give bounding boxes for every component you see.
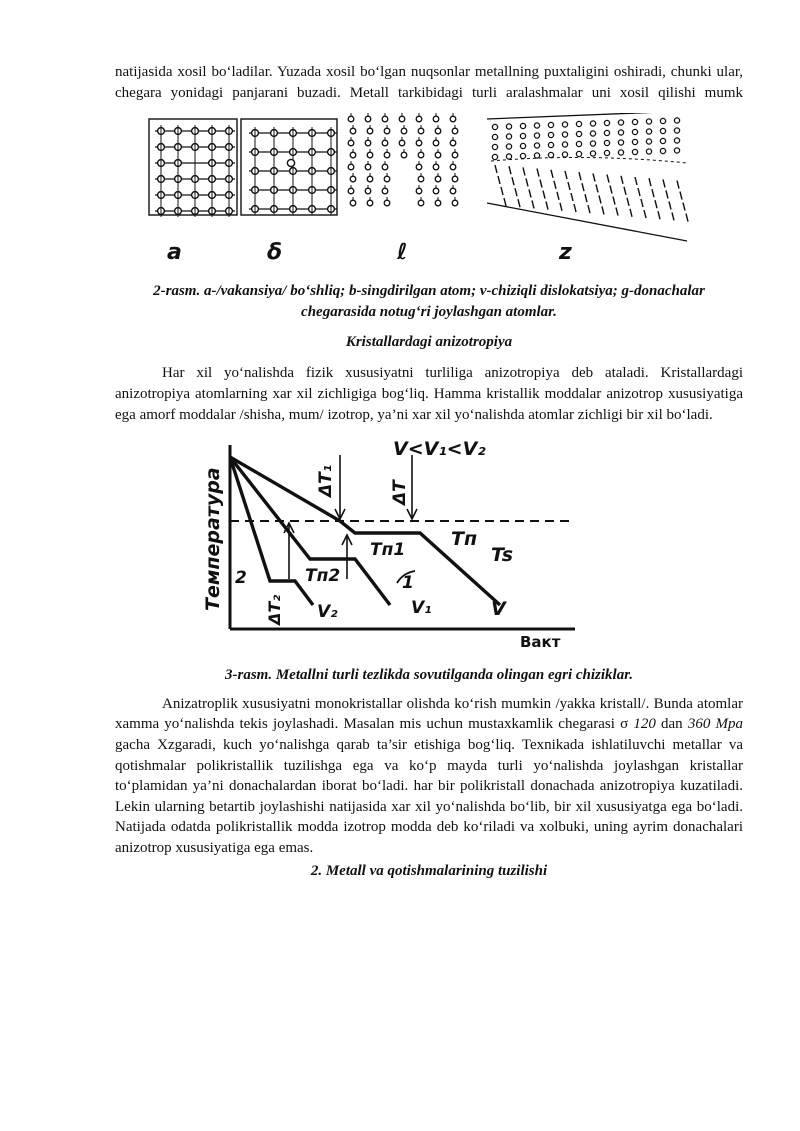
label-b: δ [267, 240, 283, 266]
label-a: a [167, 240, 182, 266]
panel-b-interstitial [241, 119, 337, 215]
document-page [115, 62, 743, 880]
speed-condition: V<V₁<V₂ [393, 438, 486, 461]
panel-a-vacancy [149, 119, 237, 217]
para3-part3: gacha Xzgaradi, kuch yo‘nalishga qarab ta’sir etishiga bog‘liq. Texnikada ishlatiluvchi metallar va qotishmalar polikristallik tuzilishga ega va ko‘p mayda turli yo‘nalishda joylashgan kristallar to‘plamidan ya’ni donachalardan iborat bo‘ladi. har bir polikristall donachada anizotropiya kuzatiladi. Lekin ularning betartib joylashishi natijasida xar xil yo‘nalishda bo‘lib, bir xil xususiyatga ega bo‘ladi. Natijada odatda polikristallik modda izotrop modda deb ko‘riladi va xolbuki, uning ayrim donachalari anizotrop xususiyatiga ega emas. [115, 736, 743, 856]
label-v: ℓ [397, 240, 408, 266]
x-axis-label: Вакт [520, 633, 561, 652]
panel-v-dislocation [348, 113, 458, 206]
label-dT: ΔT [390, 480, 410, 506]
label-g: z [559, 240, 572, 266]
label-dT1: ΔT₁ [316, 464, 336, 498]
value-120: 120 [633, 716, 656, 733]
label-V1: V₁ [411, 598, 432, 619]
section-heading-anisotropy: Kristallardagi anizotropiya [345, 334, 513, 351]
label-Tn1: Tп1 [370, 540, 406, 561]
label-Tn2: Tп2 [305, 566, 341, 587]
paragraph-intro: natijasida xosil bo‘ladilar. Yuzada xosil bo‘lgan nuqsonlar metallning puxtaligini oshiradi, chunki ular, chegara yonidagi panjarani buzadi. Metall tarkibidagi turli aralashmalar uni xosil qilishi mumk [115, 64, 743, 101]
label-Ts: Ts [491, 544, 514, 567]
figure2-caption: 2-rasm. a-/vakansiya/ bo‘shliq; b-singdirilgan atom; v-chiziqli dislokatsiya; g-donachalar chegarasida notug‘ri joylashgan atomlar. [153, 283, 705, 320]
paragraph-anisotropy: Har xil yo‘nalishda fizik xususiyatni turliliga anizotropiya deb ataladi. Kristallardagi anizotropiya atomlarning xar xil zichligiga bog‘liq. Hamma kristallik moddalar anizotrop xususiyatiga ega amorf moddalar /shisha, mum/ izotrop, ya’ni xar xil yo‘nalishda atomlar zichligi bir xil bo‘ladi. [115, 365, 743, 423]
y-axis-label: Температура [202, 467, 224, 612]
figure-crystal-defects [115, 113, 743, 273]
paragraph-monocrystal [115, 694, 743, 859]
label-V2: V₂ [317, 602, 338, 623]
para3-part2: dan [655, 716, 688, 733]
figure-cooling-curves [115, 433, 743, 659]
label-dT2: ΔT₂ [265, 594, 284, 626]
panel-g-grain-boundary [487, 113, 688, 241]
label-2: 2 [235, 568, 247, 589]
para3-part1: Anizatroplik xususiyatni monokristallar olishda ko‘rish mumkin /yakka kristall/. Bunda atomlar xamma yo‘nalishda tekis joylashadi. Masalan mis uchun mustaxkamlik chegarasi σ [115, 695, 743, 733]
figure3-caption: 3-rasm. Metallni turli tezlikda sovutilganda olingan egri chiziklar. [225, 667, 633, 684]
label-V: V [491, 598, 506, 621]
label-Tn: Tп [451, 528, 478, 551]
label-1: 1 [402, 573, 414, 594]
section-heading-structure: 2. Metall va qotishmalarining tuzilishi [310, 862, 548, 879]
value-360: 360 Mpa [687, 716, 743, 733]
